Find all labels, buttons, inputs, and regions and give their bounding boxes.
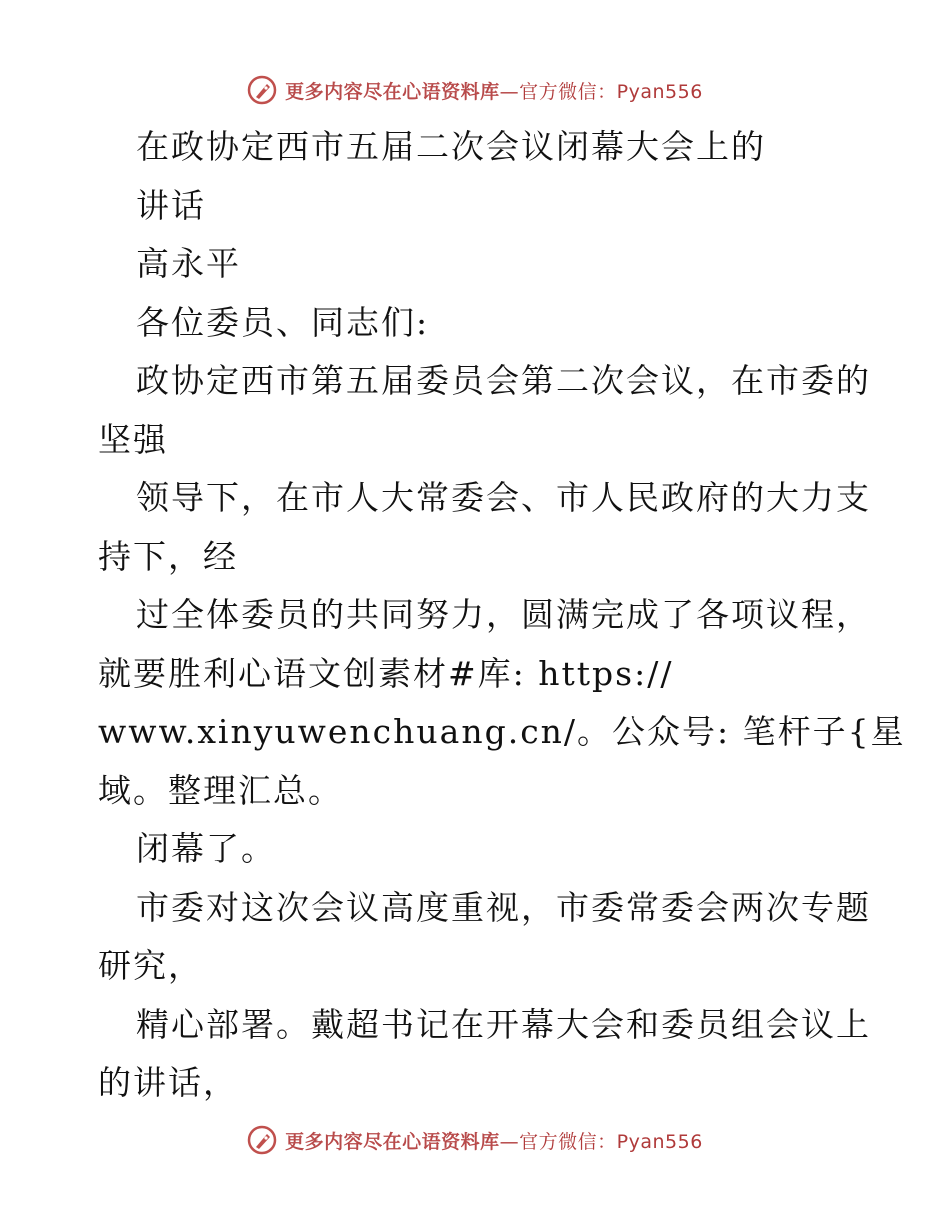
paragraph-line: 研究， — [98, 946, 203, 985]
title-line-2: 讲话 — [136, 185, 206, 225]
paragraph-line: www.xinyuwenchuang.cn/。公众号: 笔杆子{星 — [98, 712, 906, 751]
footer-banner — [0, 1120, 950, 1160]
header-banner-wechat: —官方微信：Pyan556 — [499, 80, 703, 103]
author-name: 高永平 — [136, 244, 241, 283]
paragraph-line: 领导下，在市人大常委会、市人民政府的大力支 — [136, 478, 871, 517]
pen-nib-logo-icon — [247, 75, 277, 105]
paragraph-line: 域。整理汇总。 — [98, 770, 343, 810]
header-banner-text — [285, 77, 703, 104]
paragraph-line: 精心部署。戴超书记在开幕大会和委员组会议上 — [136, 1004, 871, 1044]
document-body — [98, 118, 906, 1113]
paragraph-line: 就要胜利心语文创素材#库: https:// — [98, 653, 674, 693]
paragraph-line: 闭幕了。 — [136, 829, 276, 868]
footer-banner-wechat: —官方微信：Pyan556 — [499, 1130, 703, 1153]
paragraph-line: 持下，经 — [98, 536, 238, 576]
title-line-1: 在政协定西市五届二次会议闭幕大会上的 — [136, 127, 766, 166]
salutation: 各位委员、同志们: — [136, 302, 430, 342]
footer-banner-text — [285, 1127, 703, 1154]
paragraph-line: 过全体委员的共同努力，圆满完成了各项议程， — [136, 595, 871, 634]
header-banner — [0, 70, 950, 110]
paragraph-line: 坚强 — [98, 419, 168, 459]
header-banner-lead: 更多内容尽在心语资料库 — [285, 80, 500, 103]
paragraph-line: 政协定西市第五届委员会第二次会议，在市委的 — [136, 361, 871, 400]
paragraph-line: 市委对这次会议高度重视，市委常委会两次专题 — [136, 887, 871, 927]
paragraph-line: 的讲话， — [98, 1063, 238, 1102]
pen-nib-logo-icon — [247, 1125, 277, 1155]
footer-banner-lead: 更多内容尽在心语资料库 — [285, 1130, 500, 1153]
